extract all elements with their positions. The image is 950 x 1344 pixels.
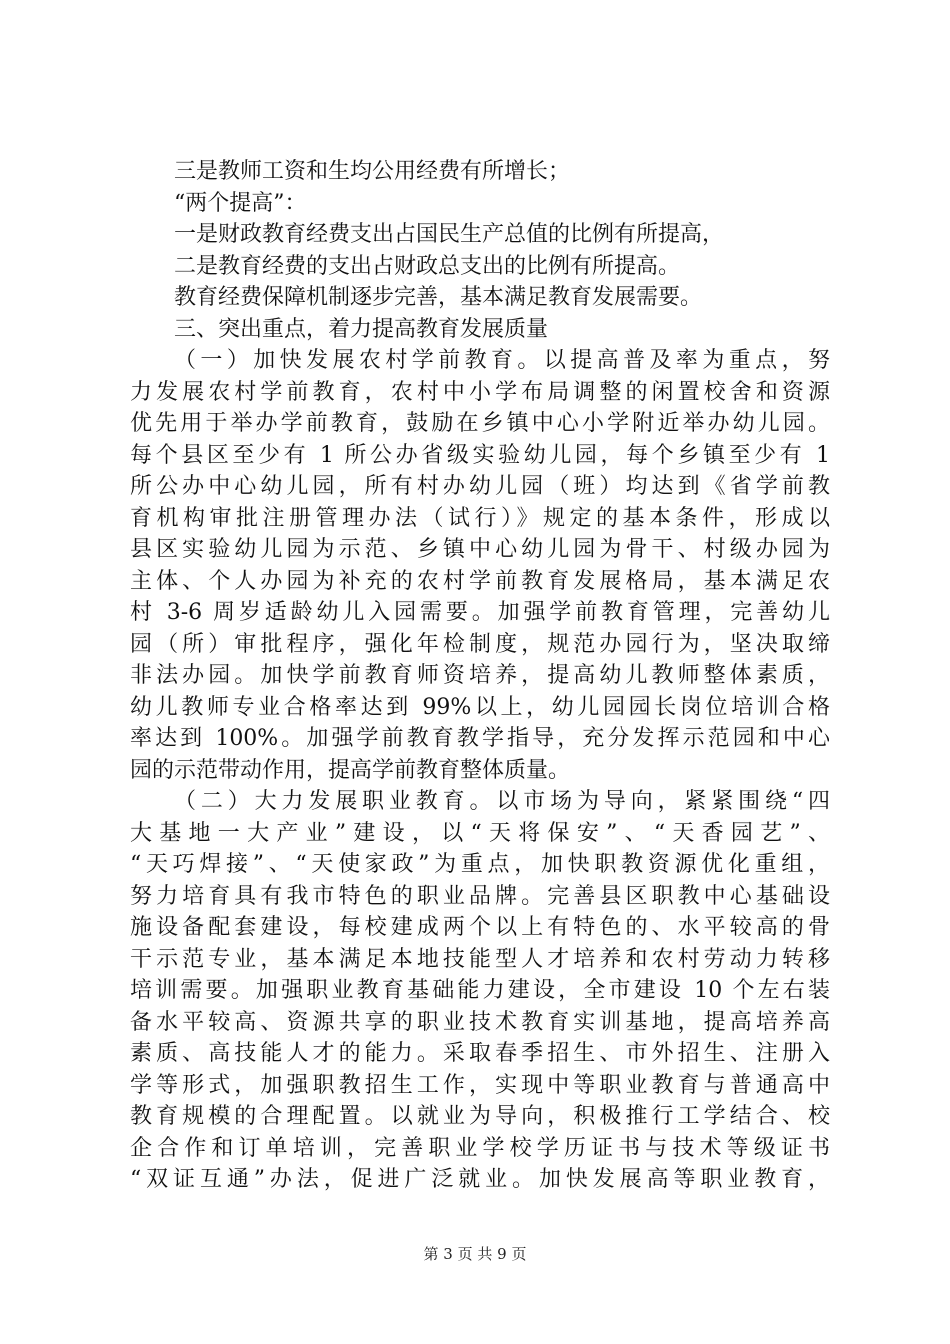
text-line: （一）加快发展农村学前教育。以提高普及率为重点，努 (174, 348, 830, 373)
text-line: “双证互通”办法，促进广泛就业。加快发展高等职业教育， (130, 1167, 830, 1192)
text-line: 施设备配套建设，每校建成两个以上有特色的、水平较高的骨 (130, 915, 830, 940)
text-line: 育机构审批注册管理办法（试行）》规定的基本条件，形成以 (130, 505, 830, 531)
text-line: 培训需要。加强职业教育基础能力建设，全市建设 10 个左右装 (130, 978, 830, 1003)
section-heading: 三、突出重点，着力提高教育发展质量 (174, 316, 549, 342)
page-number: 第 3 页 共 9 页 (423, 1245, 527, 1263)
text-line: 村 3-6 周岁适龄幼儿入园需要。加强学前教育管理，完善幼儿 (130, 600, 830, 625)
text-line: （二）大力发展职业教育。以市场为导向，紧紧围绕“四 (174, 789, 830, 814)
text-line: “两个提高”： (174, 190, 307, 216)
text-line: 主体、个人办园为补充的农村学前教育发展格局，基本满足农 (130, 568, 830, 594)
text-line: 努力培育具有我市特色的职业品牌。完善县区职教中心基础设 (130, 883, 830, 909)
text-line: 教育经费保障机制逐步完善，基本满足教育发展需要。 (174, 285, 703, 310)
text-line: 大基地一大产业”建设，以“天将保安”、“天香园艺”、 (130, 820, 830, 846)
text-line: 非法办园。加快学前教育师资培养，提高幼儿教师整体素质， (130, 663, 830, 688)
text-line: 幼儿教师专业合格率达到 99%以上，幼儿园园长岗位培训合格 (130, 694, 830, 720)
text-line: 企合作和订单培训，完善职业学校学历证书与技术等级证书 (130, 1135, 830, 1161)
text-line: 教育规模的合理配置。以就业为导向，积极推行工学结合、校 (130, 1104, 830, 1129)
document-body (130, 156, 830, 1196)
text-line: 园的示范带动作用，提高学前教育整体质量。 (130, 757, 571, 783)
text-line: 素质、高技能人才的能力。采取春季招生、市外招生、注册入 (130, 1041, 830, 1066)
text-line: 一是财政教育经费支出占国民生产总值的比例有所提高， (174, 222, 725, 247)
text-line: “天巧焊接”、“天使家政”为重点，加快职教资源优化重组， (130, 852, 830, 877)
text-line: 学等形式，加强职教招生工作，实现中等职业教育与普通高中 (130, 1072, 830, 1098)
text-line: 三是教师工资和生均公用经费有所增长； (174, 159, 571, 184)
text-line: 每个县区至少有 1 所公办省级实验幼儿园，每个乡镇至少有 1 (130, 442, 830, 468)
text-line: 力发展农村学前教育，农村中小学布局调整的闲置校舍和资源 (130, 379, 830, 405)
text-line: 备水平较高、资源共享的职业技术教育实训基地，提高培养高 (130, 1009, 830, 1035)
text-line: 园（所）审批程序，强化年检制度，规范办园行为，坚决取缔 (130, 631, 830, 657)
text-line: 二是教育经费的支出占财政总支出的比例有所提高。 (174, 253, 681, 279)
text-line: 县区实验幼儿园为示范、乡镇中心幼儿园为骨干、村级办园为 (130, 537, 830, 562)
text-line: 优先用于举办学前教育，鼓励在乡镇中心小学附近举办幼儿园。 (130, 411, 830, 436)
page-footer (0, 1244, 950, 1264)
text-line: 率达到 100%。加强学前教育教学指导，充分发挥示范园和中心 (130, 726, 830, 751)
text-line: 干示范专业，基本满足本地技能型人才培养和农村劳动力转移 (130, 946, 830, 972)
text-line: 所公办中心幼儿园，所有村办幼儿园（班）均达到《省学前教 (130, 474, 830, 499)
